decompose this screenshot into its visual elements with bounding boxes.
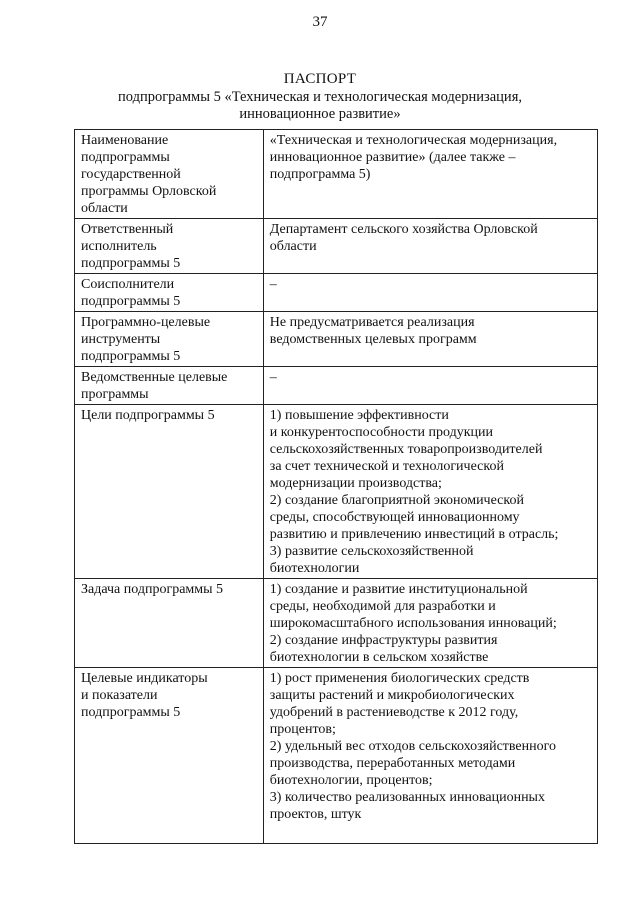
value-line: Департамент сельского хозяйства Орловской (269, 222, 538, 237)
label-line: подпрограммы 5 (81, 349, 181, 364)
table-row (75, 405, 598, 579)
value-line: за счет технической и технологической (269, 459, 504, 474)
label-line: Ведомственные целевые (81, 370, 228, 385)
label-line: подпрограммы 5 (81, 294, 181, 309)
passport-table (74, 129, 598, 844)
label-line: и показатели (81, 688, 158, 703)
value-line: 3) количество реализованных инновационных (269, 790, 545, 805)
label-line: программы Орловской (81, 184, 217, 199)
page-number: 37 (312, 14, 328, 30)
value-line: – (269, 370, 277, 385)
value-line: подпрограмма 5) (269, 167, 371, 182)
value-line: инновационное развитие» (далее также – (269, 150, 516, 165)
label-line: подпрограммы (81, 150, 170, 165)
row-label-cell (75, 367, 264, 405)
row-value-cell (263, 367, 597, 405)
label-line: Программно-целевые (81, 315, 211, 330)
row-label-cell (75, 405, 264, 579)
row-value-cell (263, 312, 597, 367)
label-line: Соисполнители (81, 277, 175, 292)
label-line: Ответственный (81, 222, 174, 237)
document-title: ПАСПОРТ (283, 71, 357, 87)
value-line: «Техническая и технологическая модернизация, (269, 133, 558, 148)
row-label-cell (75, 312, 264, 367)
label-line: области (81, 201, 128, 216)
value-line: модернизации производства; (269, 476, 442, 491)
table-row (75, 312, 598, 367)
value-line: – (269, 277, 277, 292)
document-subtitle (0, 89, 640, 123)
row-value-cell (263, 274, 597, 312)
value-line: 1) создание и развитие институциональной (269, 582, 528, 597)
label-line: инструменты (81, 332, 161, 347)
value-line: биотехнологии в сельском хозяйстве (269, 650, 489, 665)
table-row (75, 367, 598, 405)
value-line: Не предусматривается реализация (269, 315, 475, 330)
value-line: 1) рост применения биологических средств (269, 671, 530, 686)
row-label-cell (75, 668, 264, 844)
value-line: 2) удельный вес отходов сельскохозяйственного (269, 739, 557, 754)
table-row (75, 668, 598, 844)
label-line: Цели подпрограммы 5 (81, 408, 215, 423)
value-line: 2) создание инфраструктуры развития (269, 633, 498, 648)
table-row (75, 274, 598, 312)
value-line: среды, способствующей инновационному (269, 510, 520, 525)
value-line: и конкурентоспособности продукции (269, 425, 494, 440)
label-line: Задача подпрограммы 5 (81, 582, 224, 597)
value-line: биотехнологии, процентов; (269, 773, 433, 788)
label-line: Наименование (81, 133, 169, 148)
row-label-cell (75, 219, 264, 274)
table-row (75, 579, 598, 668)
row-value-cell (263, 579, 597, 668)
value-line: ведомственных целевых программ (269, 332, 477, 347)
row-value-cell (263, 668, 597, 844)
value-line: проектов, штук (269, 807, 362, 822)
value-line: 3) развитие сельскохозяйственной (269, 544, 474, 559)
row-value-cell (263, 405, 597, 579)
value-line: производства, переработанных методами (269, 756, 516, 771)
value-line: сельскохозяйственных товаропроизводителей (269, 442, 543, 457)
label-line: исполнитель (81, 239, 157, 254)
value-line: удобрений в растениеводстве к 2012 году, (269, 705, 519, 720)
label-line: подпрограммы 5 (81, 256, 181, 271)
label-line: программы (81, 387, 149, 402)
value-line: области (269, 239, 317, 254)
row-label-cell (75, 274, 264, 312)
table-row (75, 219, 598, 274)
value-line: процентов; (269, 722, 336, 737)
table-row (75, 130, 598, 219)
value-line: развитию и привлечению инвестиций в отрасль; (269, 527, 559, 542)
subtitle-line: подпрограммы 5 «Техническая и технологическая модернизация, (118, 89, 522, 105)
label-line: подпрограммы 5 (81, 705, 181, 720)
row-label-cell (75, 579, 264, 668)
row-label-cell (75, 130, 264, 219)
value-line: биотехнологии (269, 561, 360, 576)
value-line: 1) повышение эффективности (269, 408, 449, 423)
value-line: широкомасштабного использования инноваций; (269, 616, 557, 631)
row-value-cell (263, 219, 597, 274)
value-line: 2) создание благоприятной экономической (269, 493, 524, 508)
value-line: защиты растений и микробиологических (269, 688, 515, 703)
value-line: среды, необходимой для разработки и (269, 599, 496, 614)
row-value-cell (263, 130, 597, 219)
subtitle-line: инновационное развитие» (239, 106, 401, 122)
label-line: государственной (81, 167, 181, 182)
label-line: Целевые индикаторы (81, 671, 208, 686)
